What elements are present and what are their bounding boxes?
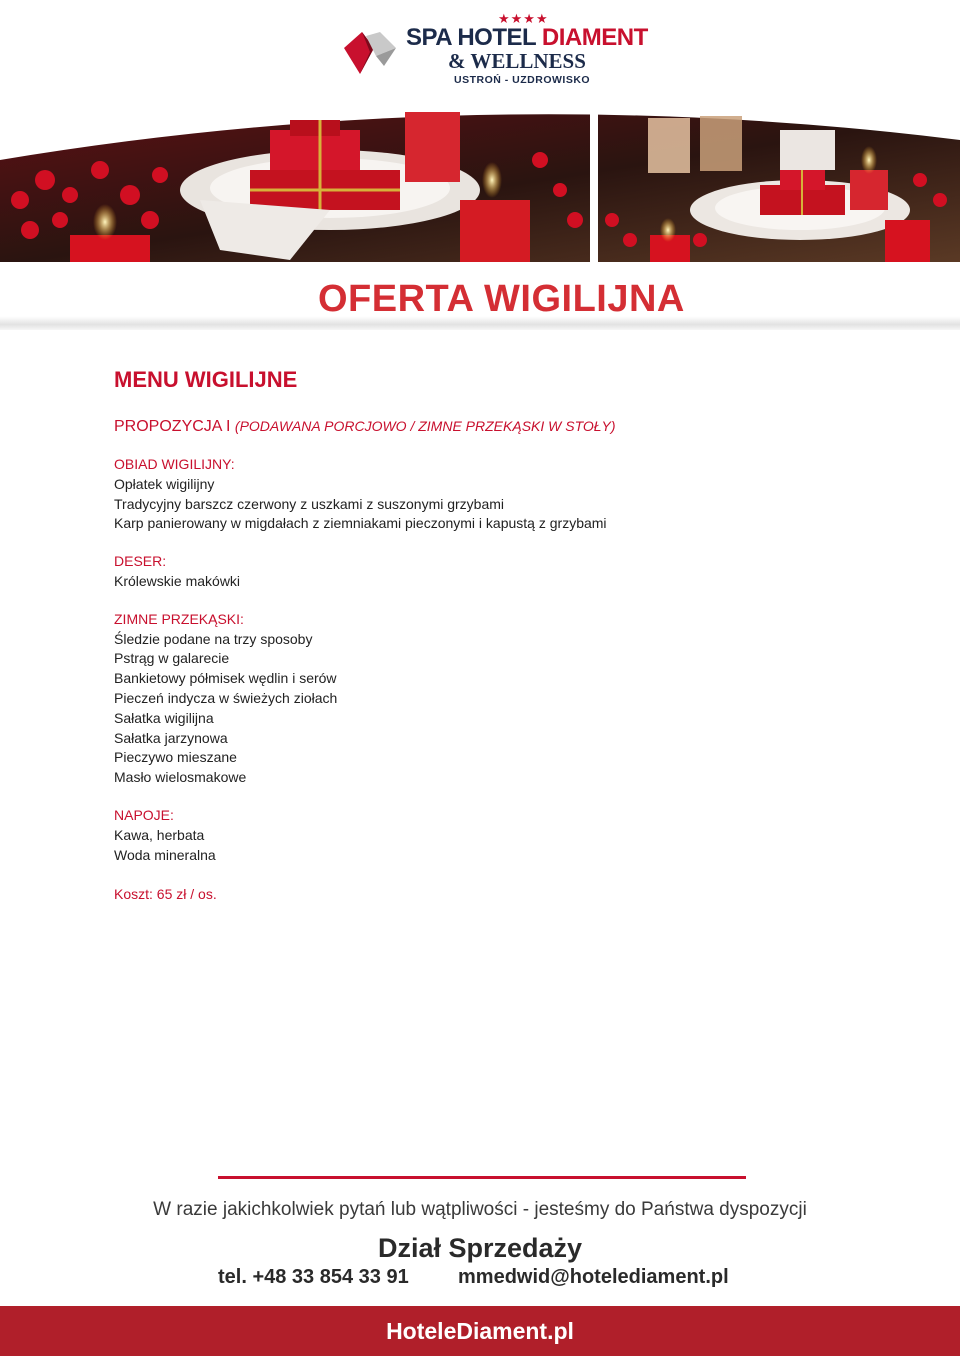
menu-item: Pieczeń indycza w świeżych ziołach bbox=[114, 689, 338, 706]
logo-name bbox=[406, 24, 648, 52]
menu-item: Pieczywo mieszane bbox=[114, 749, 237, 766]
diamond-logo-icon bbox=[340, 26, 400, 80]
menu-item: Pstrąg w galarecie bbox=[114, 650, 230, 667]
banner-image bbox=[0, 100, 960, 265]
footer-contact-note: W razie jakichkolwiek pytań lub wątpliwości - jesteśmy do Państwa dyspozycji bbox=[153, 1199, 807, 1220]
proposal-note: (PODAWANA PORCJOWO / ZIMNE PRZEKĄSKI W STOŁY) bbox=[234, 418, 616, 434]
menu-item: Kawa, herbata bbox=[114, 826, 205, 843]
logo-name-part2: DIAMENT bbox=[541, 24, 648, 51]
proposal-label: PROPOZYCJA I bbox=[114, 418, 231, 435]
sales-department-title: Dział Sprzedaży bbox=[377, 1233, 583, 1263]
menu-section bbox=[114, 455, 834, 534]
menu-content bbox=[114, 366, 834, 904]
menu-item: Śledzie podane na trzy sposoby bbox=[114, 630, 313, 647]
menu-section bbox=[114, 552, 834, 592]
price-per-person: Koszt: 65 zł / os. bbox=[114, 886, 217, 903]
section-heading: ZIMNE PRZEKĄSKI: bbox=[114, 610, 244, 627]
menu-title: MENU WIGILIJNE bbox=[114, 367, 298, 392]
proposal-heading bbox=[114, 416, 834, 437]
menu-section bbox=[114, 806, 834, 865]
section-heading: NAPOJE: bbox=[114, 806, 174, 823]
menu-item: Tradycyjny barszcz czerwony z uszkami z suszonymi grzybami bbox=[114, 495, 505, 512]
menu-item: Masło wielosmakowe bbox=[114, 769, 247, 786]
menu-item: Bankietowy półmisek wędlin i serów bbox=[114, 670, 337, 687]
section-heading: OBIAD WIGILIJNY: bbox=[114, 456, 235, 472]
menu-section bbox=[114, 610, 834, 788]
menu-item: Sałatka wigilijna bbox=[114, 709, 214, 726]
hotel-logo bbox=[340, 12, 648, 92]
menu-item: Sałatka jarzynowa bbox=[114, 729, 228, 746]
email-link[interactable]: mmedwid@hotelediament.pl bbox=[458, 1266, 729, 1288]
menu-item: Królewskie makówki bbox=[114, 572, 241, 589]
website-link[interactable]: HoteleDiament.pl bbox=[386, 1318, 574, 1344]
menu-item: Woda mineralna bbox=[114, 846, 216, 863]
footer-divider bbox=[218, 1176, 746, 1179]
offer-title: OFERTA WIGILIJNA bbox=[318, 278, 685, 320]
logo-location: USTROŃ - UZDROWISKO bbox=[454, 74, 591, 86]
phone-number[interactable]: tel. +48 33 854 33 91 bbox=[218, 1266, 409, 1288]
logo-subtitle: & WELLNESS bbox=[448, 49, 586, 73]
logo-name-part1: SPA HOTEL bbox=[406, 24, 542, 51]
menu-item: Opłatek wigilijny bbox=[114, 475, 215, 492]
hotel-stars: ★★★★ bbox=[498, 12, 549, 27]
menu-item: Karp panierowany w migdałach z ziemniakami pieczonymi i kapustą z grzybami bbox=[114, 515, 607, 532]
section-heading: DESER: bbox=[114, 553, 167, 570]
christmas-table-banner bbox=[0, 100, 960, 265]
